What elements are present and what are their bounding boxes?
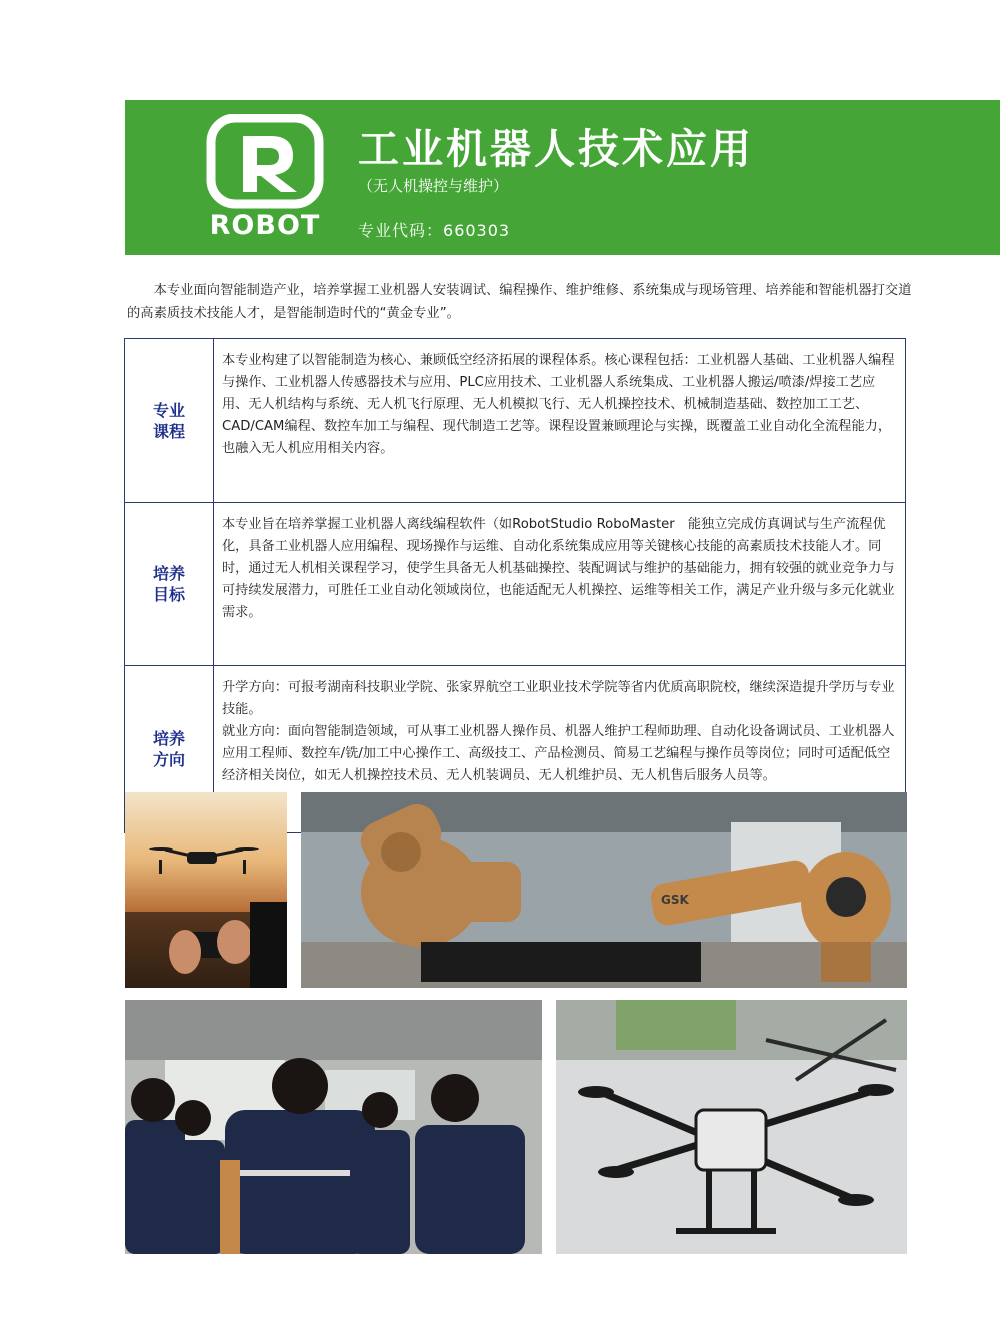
photo-students-workshop — [125, 1000, 542, 1254]
robot-logo — [205, 114, 325, 244]
label-directions: 培养 方向 — [125, 666, 214, 833]
page-title: 工业机器人技术应用 — [358, 125, 754, 173]
robot-logo-icon — [205, 114, 325, 210]
content-courses — [214, 339, 906, 503]
page-subtitle: （无人机操控与维护） — [358, 177, 509, 195]
photo-agricultural-drones — [556, 1000, 907, 1254]
info-table — [124, 338, 906, 833]
intro-paragraph: 本专业面向智能制造产业，培养掌握工业机器人安装调试、编程操作、维护维修、系统集成与现场管理、培养能和智能机器打交道的高素质技术技能人才，是智能制造时代的“黄金专业”。 — [127, 283, 912, 321]
major-code-label: 专业代码： — [358, 221, 444, 240]
photo-drone-sunset — [125, 792, 287, 988]
label-courses: 专业 课程 — [125, 339, 214, 503]
table-row-courses — [125, 339, 906, 503]
table-row-goals — [125, 503, 906, 666]
direction-further-study: 升学方向：可报考湖南科技职业学院、张家界航空工业职业技术学院等省内优质高职院校，继续深造提升学历与专业技能。 — [222, 680, 895, 717]
photo-industrial-robots — [301, 792, 907, 988]
major-code — [358, 218, 510, 241]
major-code-value: 660303 — [443, 221, 511, 240]
direction-employment: 就业方向：面向智能制造领域，可从事工业机器人操作员、机器人维护工程师助理、自动化设备调试员、工业机器人应用工程师、数控车/铣/加工中心操作工、高级技工、产品检测员、简易工艺编程与操作员等岗位；同时可适配低空经济相关岗位，如无人机操控技术员、无人机装调员、无人机维护员、无人机售后服务人员等。 — [222, 724, 895, 783]
logo-text: ROBOT — [209, 210, 321, 241]
gsk-label: GSK — [661, 893, 689, 907]
courses-text: 本专业构建了以智能制造为核心、兼顾低空经济拓展的课程体系。核心课程包括：工业机器人基础、工业机器人编程与操作、工业机器人传感器技术与应用、PLC应用技术、工业机器人系统集成、工业机器人搬运/喷漆/焊接工艺应用、无人机结构与系统、无人机飞行原理、无人机模拟飞行、无人机操控技术、机械制造基础、数控加工工艺、CAD/CAM编程、数控车加工与编程、现代制造工艺等。课程设置兼顾理论与实操，既覆盖工业自动化全流程能力，也融入无人机应用相关内容。 — [222, 353, 895, 456]
content-goals — [214, 503, 906, 666]
label-goals: 培养 目标 — [125, 503, 214, 666]
goals-text: 本专业旨在培养掌握工业机器人离线编程软件（如RobotStudio RoboMaster 能独立完成仿真调试与生产流程优化，具备工业机器人应用编程、现场操作与运维、自动化系统集成应用等关键核心技能的高素质技术技能人才。同时，通过无人机相关课程学习，使学生具备无人机基础操控、装配调试与维护的基础能力，拥有较强的就业竞争力与可持续发展潜力，可胜任工业自动化领域岗位，也能适配无人机操控、运维等相关工作，满足产业升级与多元化就业需求。 — [222, 517, 895, 620]
